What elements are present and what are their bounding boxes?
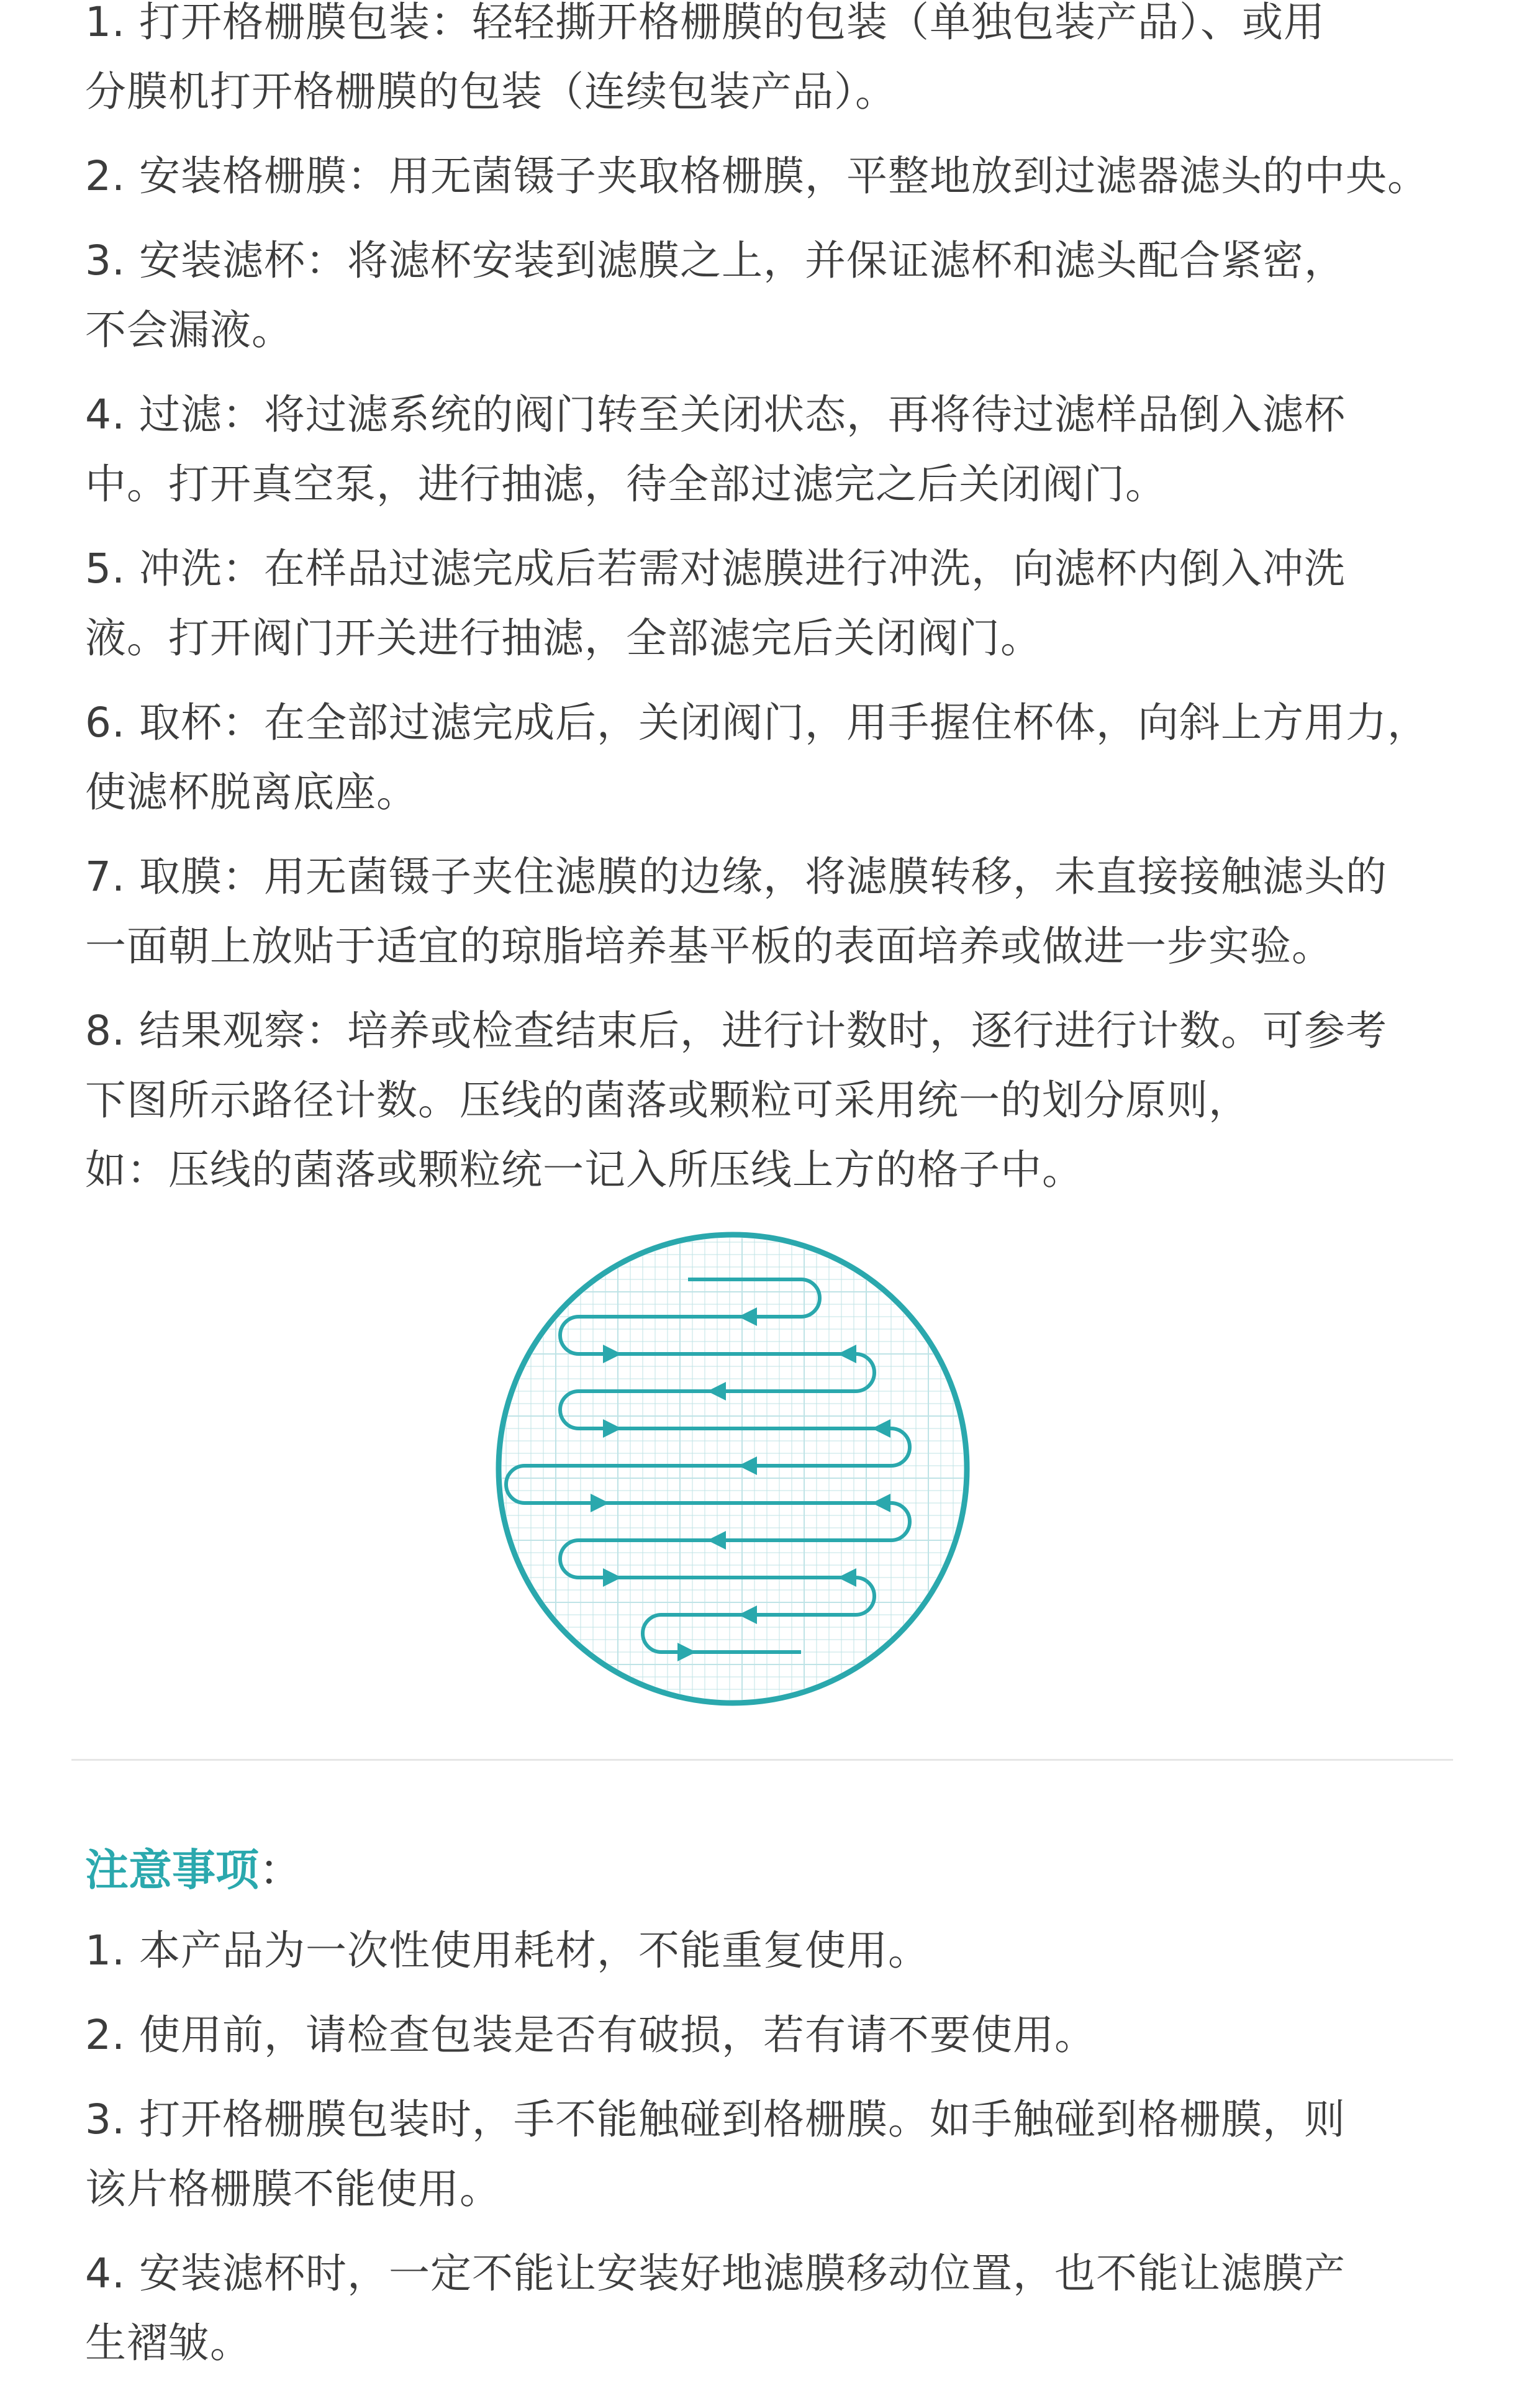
note-line: 3. 打开格栅膜包装时，手不能触碰到格栅膜。如手触碰到格栅膜，则 [85, 2096, 1346, 2143]
note-4 [85, 2239, 1513, 2378]
step-line: 一面朝上放贴于适宜的琼脂培养基平板的表面培养或做进一步实验。 [85, 922, 1333, 970]
note-3 [85, 2085, 1513, 2224]
step-line: 5. 冲洗：在样品过滤完成后若需对滤膜进行冲洗，向滤杯内倒入冲洗 [85, 545, 1346, 593]
note-line: 2. 使用前，请检查包装是否有破损，若有请不要使用。 [85, 2011, 1096, 2059]
step-line: 1. 打开格栅膜包装：轻轻撕开格栅膜的包装（单独包装产品）、或用 [85, 0, 1325, 46]
step-line: 7. 取膜：用无菌镊子夹住滤膜的边缘，将滤膜转移，未直接接触滤头的 [85, 853, 1387, 901]
step-1 [85, 0, 1513, 127]
note-2 [85, 2000, 1513, 2070]
step-line: 不会漏液。 [85, 306, 293, 354]
note-line: 1. 本产品为一次性使用耗材，不能重复使用。 [85, 1927, 930, 1974]
step-2 [85, 142, 1513, 211]
step-line: 3. 安装滤杯：将滤杯安装到滤膜之上，并保证滤杯和滤头配合紧密， [85, 237, 1346, 284]
note-1 [85, 1916, 1513, 1986]
membrane-outline [499, 1235, 967, 1703]
step-line: 下图所示路径计数。压线的菌落或颗粒可采用统一的划分原则， [85, 1076, 1250, 1124]
step-7 [85, 842, 1513, 981]
step-line: 如：压线的菌落或颗粒统一记入所压线上方的格子中。 [85, 1146, 1084, 1194]
counting-path [506, 1279, 910, 1652]
step-3 [85, 226, 1513, 365]
step-line: 分膜机打开格栅膜的包装（连续包装产品）。 [85, 68, 897, 116]
note-line: 生褶皱。 [85, 2319, 251, 2367]
precautions-section [85, 1835, 1513, 2393]
note-line: 4. 安装滤杯时，一定不能让安装好地滤膜移动位置，也不能让滤膜产 [85, 2250, 1346, 2297]
counting-path-diagram [494, 1230, 972, 1708]
step-line: 8. 结果观察：培养或检查结束后，进行计数时，逐行进行计数。可参考 [85, 1007, 1387, 1055]
note-line: 该片格栅膜不能使用。 [85, 2165, 501, 2213]
step-line: 液。打开阀门开关进行抽滤，全部滤完后关闭阀门。 [85, 614, 1042, 662]
step-line: 4. 过滤：将过滤系统的阀门转至关闭状态，再将待过滤样品倒入滤杯 [85, 391, 1346, 438]
step-line: 中。打开真空泵，进行抽滤，待全部过滤完之后关闭阀门。 [85, 460, 1167, 508]
precautions-title-colon: ： [259, 1845, 302, 1896]
usage-steps [85, 0, 1513, 1220]
step-line: 使滤杯脱离底座。 [85, 768, 418, 816]
step-5 [85, 534, 1513, 673]
step-8 [85, 996, 1513, 1205]
step-6 [85, 688, 1513, 827]
step-4 [85, 380, 1513, 519]
precautions-title-text: 注意事项 [85, 1845, 259, 1896]
step-line: 2. 安装格栅膜：用无菌镊子夹取格栅膜，平整地放到过滤器滤头的中央。 [85, 152, 1429, 200]
precautions-title [85, 1835, 1513, 1905]
step-line: 6. 取杯：在全部过滤完成后，关闭阀门，用手握住杯体，向斜上方用力， [85, 699, 1429, 747]
section-divider [71, 1759, 1453, 1761]
